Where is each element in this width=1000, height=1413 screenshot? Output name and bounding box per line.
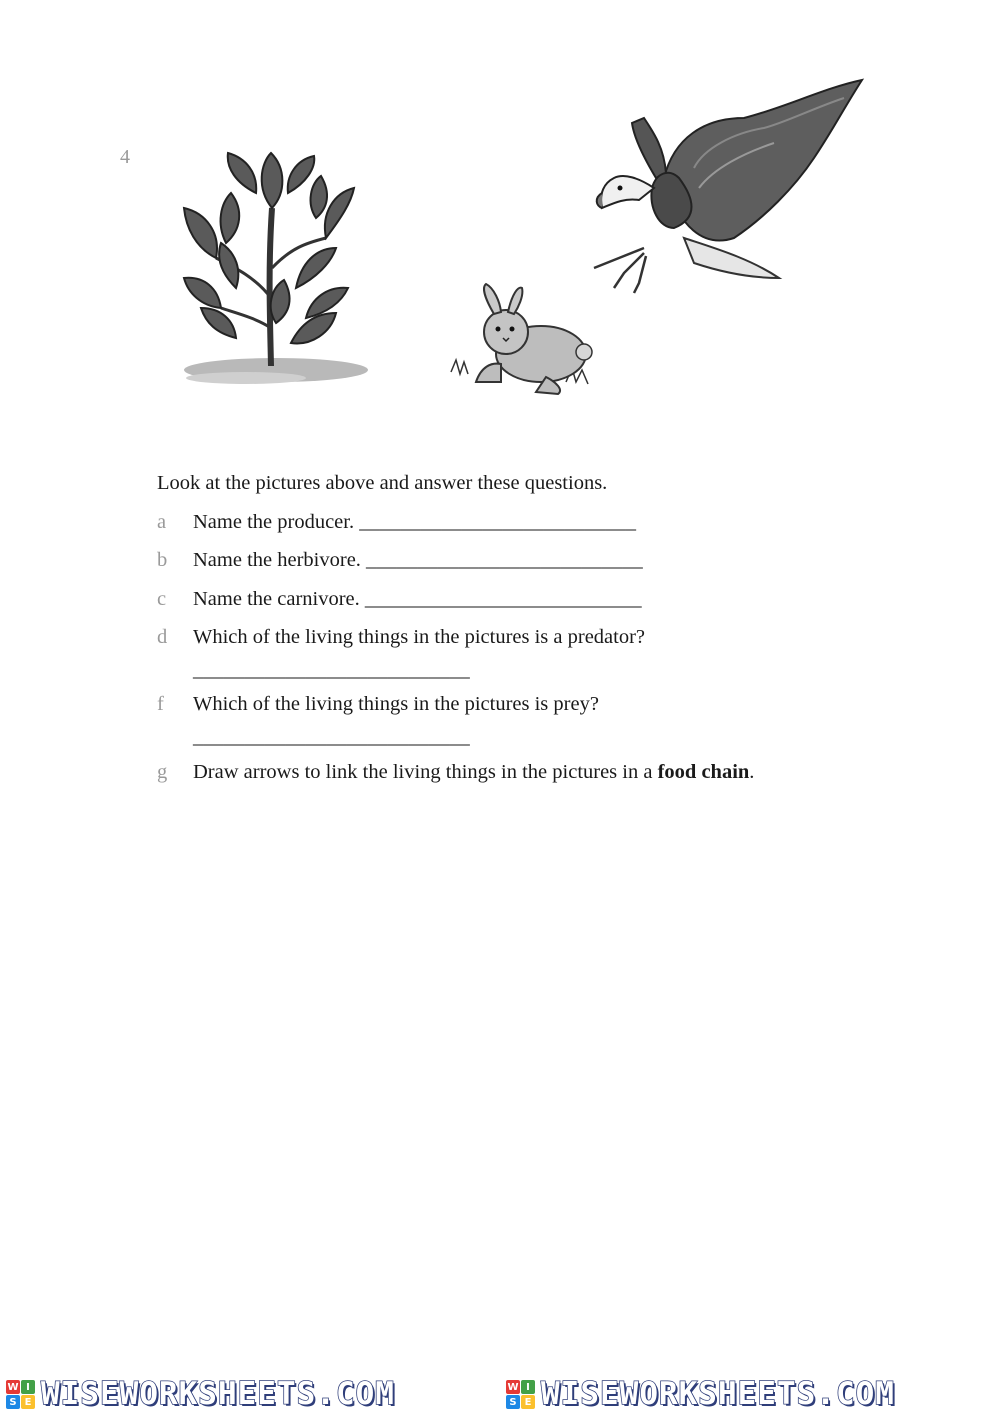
logo-tile: W [507, 1381, 519, 1393]
answer-blank[interactable]: ___________________________ [193, 659, 470, 681]
question-text: Name the producer. ___________________________ [193, 511, 636, 533]
question-text [193, 758, 754, 786]
footer-watermark [0, 1376, 1000, 1413]
brand-text: WISEWORKSHEETS.COM [41, 1376, 395, 1412]
answer-blank[interactable]: ___________________________ [193, 726, 470, 748]
question-text: Name the carnivore. ___________________________ [193, 588, 642, 610]
question-number: 4 [120, 146, 130, 168]
rabbit-icon [446, 282, 604, 400]
question-letter: d [157, 626, 168, 648]
plant-icon [176, 148, 376, 398]
brand-watermark [0, 1376, 500, 1413]
logo-tile: E [521, 1395, 535, 1409]
question-text: Name the herbivore. ___________________________ [193, 549, 643, 571]
question-letter: g [157, 761, 168, 783]
question-text-before: Draw arrows to link the living things in the pictures in a [193, 761, 658, 783]
food-chain-term: food chain [657, 761, 750, 783]
instructions: Look at the pictures above and answer these questions. [157, 472, 608, 494]
eagle-icon [584, 78, 866, 300]
question-letter: f [157, 693, 164, 715]
question-letter: a [157, 511, 167, 533]
logo-tile: I [521, 1380, 535, 1394]
logo-tile: S [6, 1395, 20, 1409]
question-text: Which of the living things in the pictures is a predator? [193, 626, 646, 648]
logo-tile: I [21, 1380, 35, 1394]
question-letter: b [157, 549, 168, 571]
brand-watermark [500, 1376, 1000, 1413]
question-text: Which of the living things in the pictures is prey? [193, 693, 599, 715]
question-letter: c [157, 588, 167, 610]
logo-tile: S [506, 1395, 520, 1409]
logo-tile: W [7, 1381, 19, 1393]
brand-logo-icon [6, 1380, 35, 1409]
brand-logo-icon [506, 1380, 535, 1409]
question-text-after: . [749, 761, 755, 783]
brand-text: WISEWORKSHEETS.COM [541, 1376, 895, 1412]
logo-tile: E [21, 1395, 35, 1409]
